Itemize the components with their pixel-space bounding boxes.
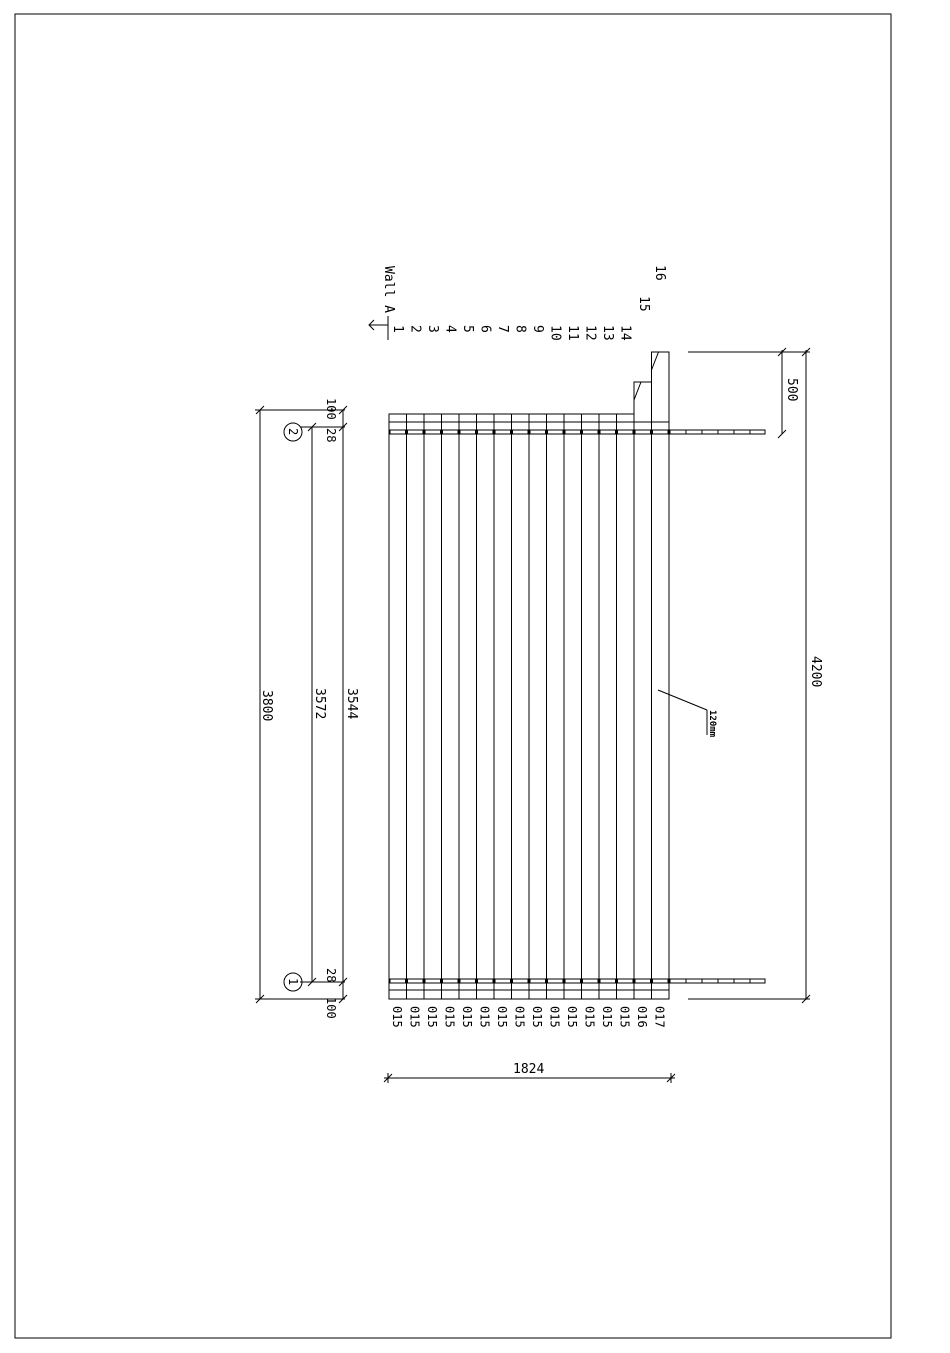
- dimension-gap-top: 28: [324, 428, 338, 443]
- wall-board: [442, 414, 460, 999]
- wall-board: [389, 414, 407, 999]
- board-number: 12: [582, 325, 598, 341]
- board-code: 015: [565, 1006, 579, 1028]
- wall-board: [599, 414, 617, 999]
- dimension-inner-span-b-text: 3544: [344, 688, 359, 720]
- board-number: 6: [477, 325, 493, 333]
- board-number: 14: [617, 325, 633, 341]
- board-code: 015: [477, 1006, 492, 1028]
- board-code: 015: [442, 1006, 457, 1028]
- dimension-gap-bottom: 28: [324, 968, 338, 983]
- board-code: 015: [425, 1006, 439, 1028]
- board-number: 15: [636, 296, 651, 312]
- board-code-labels: [390, 1006, 667, 1028]
- dimension-inner-span-a-text: 3572: [312, 688, 327, 720]
- wall-boards: [389, 352, 765, 999]
- wall-board: [634, 382, 652, 999]
- board-number: 4: [442, 325, 458, 333]
- dimension-total-width: [384, 1062, 675, 1083]
- wall-board: [564, 414, 582, 999]
- board-code: 015: [547, 1006, 562, 1028]
- wall-board: [424, 414, 442, 999]
- board-number: 2: [407, 325, 423, 333]
- board-number: 9: [530, 325, 545, 333]
- board-code: 015: [460, 1006, 474, 1028]
- dimension-inner-span-a: [300, 423, 345, 986]
- board-code: 015: [495, 1006, 509, 1028]
- dimension-overall-height: [688, 348, 823, 1003]
- grid-axis-2: [284, 423, 302, 441]
- board-number: 16: [652, 265, 667, 281]
- board-code: 015: [530, 1006, 544, 1028]
- dimension-axis-span: [255, 406, 345, 1003]
- dimension-edge-top: 100: [324, 398, 338, 420]
- wall-board: [477, 414, 495, 999]
- board-number: 5: [460, 325, 475, 333]
- board-number: 8: [512, 325, 528, 333]
- board-number: 11: [565, 325, 580, 341]
- dimension-axis-span-text: 3800: [259, 690, 274, 722]
- grid-axis-1: [284, 973, 302, 991]
- board-number: 10: [547, 325, 563, 341]
- wall-board: [652, 352, 670, 999]
- dimension-inner-span-b: [339, 406, 359, 1003]
- grid-axis-2-label: 2: [286, 428, 300, 436]
- thickness-note-text: 120mm: [707, 710, 717, 738]
- dimension-total-width-text: 1824: [513, 1062, 545, 1077]
- board-code: 015: [390, 1006, 404, 1028]
- wall-board: [459, 414, 477, 999]
- wall-board: [494, 414, 512, 999]
- board-number: 3: [425, 325, 440, 333]
- board-code: 015: [407, 1006, 422, 1028]
- wall-board: [582, 414, 600, 999]
- board-number: 7: [495, 325, 510, 333]
- wall-board: [512, 414, 530, 999]
- wall-label: Wall A: [381, 266, 396, 313]
- wall-board: [529, 414, 547, 999]
- wall-board: [407, 414, 425, 999]
- dimension-edge-bottom: 100: [324, 997, 338, 1019]
- board-code: 015: [600, 1006, 614, 1028]
- board-code: 015: [617, 1006, 632, 1028]
- section-arrow-icon: [369, 316, 388, 340]
- board-number: 13: [600, 325, 615, 341]
- dimension-top-extension-text: 500: [784, 378, 799, 402]
- wall-board: [617, 414, 635, 999]
- grid-axis-1-label: 1: [286, 978, 300, 986]
- board-number: 1: [390, 325, 405, 333]
- board-code: 017: [652, 1006, 667, 1028]
- board-code: 015: [512, 1006, 527, 1028]
- dimension-top-extension: [778, 348, 799, 438]
- board-code: 016: [635, 1006, 649, 1028]
- board-code: 015: [582, 1006, 597, 1028]
- board-number-labels: [390, 265, 667, 341]
- wall-board: [547, 414, 565, 999]
- dimension-overall-height-text: 4200: [808, 656, 823, 688]
